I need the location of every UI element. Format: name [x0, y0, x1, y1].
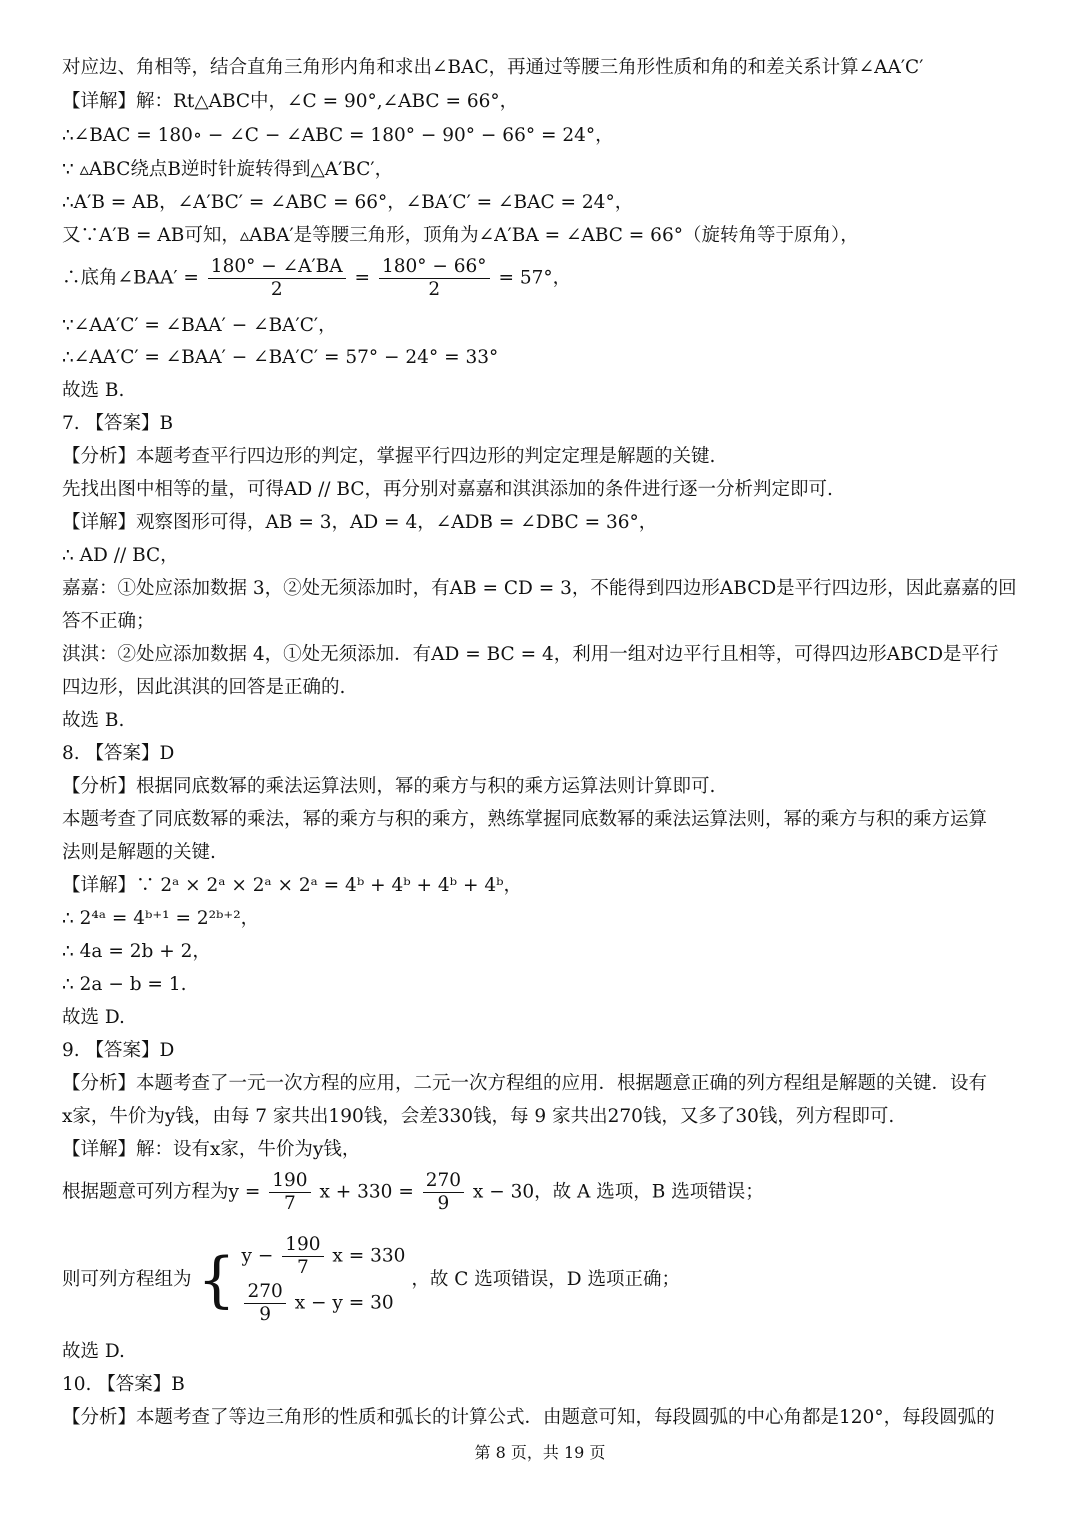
text-line: 【详解】解：Rt△ABC中，∠C = 90°,∠ABC = 66°， — [62, 91, 519, 112]
text-line: 又∵A′B = AB可知，▵ABA′是等腰三角形，顶角为∠A′BA = ∠ABC = 66°（旋转角等于原角）， — [62, 225, 859, 246]
text-segment: ，故 C 选项错误，D 选项正确； — [411, 1269, 680, 1290]
text-line: 故选 B. — [62, 710, 125, 731]
page-footer: 第 8 页，共 19 页 — [474, 1443, 606, 1462]
text-line: ∵ ▵ABC绕点B逆时针旋转得到△A′BC′， — [62, 159, 394, 180]
fraction-numerator: 270 — [247, 1281, 283, 1302]
fraction-denominator: 7 — [282, 1256, 323, 1279]
text-line: ∴∠AA′C′ = ∠BAA′ − ∠BA′C′ = 57° − 24° = 33° — [62, 347, 499, 368]
equation-system — [241, 1232, 405, 1328]
text-line: 故选 B. — [62, 380, 125, 401]
text-line: 对应边、角相等，结合直角三角形内角和求出∠BAC，再通过等腰三角形性质和角的和差关系计算∠AA′C′ — [62, 57, 924, 78]
text-line: 法则是解题的关键. — [62, 842, 216, 863]
text-line: 【详解】观察图形可得，AB = 3，AD = 4，∠ADB = ∠DBC = 36°， — [62, 512, 658, 533]
text-line: ∴∠BAC = 180∘ − ∠C − ∠ABC = 180° − 90° − 66° = 24°， — [62, 125, 614, 146]
text-segment: 根据题意可列方程为y = — [62, 1181, 261, 1203]
answer-heading: 7. 【答案】B — [62, 413, 174, 434]
text-line: 【分析】本题考查了一元一次方程的应用，二元一次方程组的应用．根据题意正确的列方程组是解题的关键．设有 — [62, 1073, 988, 1094]
text-line: 淇淇：②处应添加数据 4，①处无须添加．有AD = BC = 4，利用一组对边平行且相等，可得四边形ABCD是平行 — [62, 644, 999, 665]
fraction — [423, 1170, 464, 1215]
fraction-denominator: 2 — [379, 278, 490, 301]
text-line: 【分析】本题考查了等边三角形的性质和弧长的计算公式．由题意可知，每段圆弧的中心角都是120°，每段圆弧的 — [62, 1407, 995, 1428]
fraction-numerator: 180° − 66° — [381, 256, 487, 277]
fraction — [379, 256, 490, 301]
fraction-denominator: 9 — [423, 1192, 464, 1215]
text-line: 故选 D. — [62, 1341, 125, 1362]
brace-symbol: { — [197, 1245, 236, 1315]
text-line: 故选 D. — [62, 1007, 125, 1028]
text-line: 嘉嘉：①处应添加数据 3，②处无须添加时，有AB = CD = 3，不能得到四边形ABCD是平行四边形，因此嘉嘉的回 — [62, 578, 1017, 599]
text-line: ∴ 2⁴ᵃ = 4ᵇ⁺¹ = 2²ᵇ⁺²， — [62, 908, 260, 929]
text-segment: x + 330 = — [319, 1181, 414, 1203]
answer-heading: 9. 【答案】D — [62, 1040, 175, 1061]
fraction-line — [62, 1170, 1032, 1215]
equation-system-line — [62, 1232, 1032, 1328]
text-line: 本题考查了同底数幂的乘法，幂的乘方与积的乘方，熟练掌握同底数幂的乘法运算法则，幂的乘方与积的乘方运算 — [62, 809, 988, 830]
text-line: 四边形，因此淇淇的回答是正确的. — [62, 677, 346, 698]
fraction — [244, 1281, 285, 1326]
text-line: 【详解】解：设有x家，牛价为y钱， — [62, 1139, 361, 1160]
fraction-denominator: 7 — [269, 1192, 310, 1215]
fraction-line — [62, 256, 1032, 301]
text-line: ∵∠AA′C′ = ∠BAA′ − ∠BA′C′， — [62, 315, 337, 336]
text-segment: x = 330 — [332, 1245, 406, 1267]
text-segment: y − — [241, 1245, 274, 1267]
equation-row — [241, 1281, 405, 1326]
fraction-denominator: 2 — [208, 278, 346, 301]
fraction-numerator: 190 — [285, 1234, 321, 1255]
text-segment: x − 30，故 A 选项，B 选项错误； — [472, 1181, 764, 1203]
text-line: x家，牛价为y钱，由每 7 家共出190钱，会差330钱，每 9 家共出270钱，又多了30钱，列方程即可. — [62, 1106, 895, 1127]
text-line: 【分析】根据同底数幂的乘法运算法则，幂的乘方与积的乘方运算法则计算即可. — [62, 776, 716, 797]
text-line: 【详解】∵ 2ᵃ × 2ᵃ × 2ᵃ × 2ᵃ = 4ᵇ + 4ᵇ + 4ᵇ + 4ᵇ， — [62, 875, 523, 896]
text-segment: x − y = 30 — [294, 1292, 394, 1314]
text-line: ∴ 4a = 2b + 2， — [62, 941, 211, 962]
text-line: 先找出图中相等的量，可得AD // BC，再分别对嘉嘉和淇淇添加的条件进行逐一分析判定即可. — [62, 479, 833, 500]
fraction-numerator: 180° − ∠A′BA — [210, 256, 343, 277]
fraction — [282, 1234, 323, 1279]
answer-heading: 10. 【答案】B — [62, 1374, 185, 1395]
text-line: ∴A′B = AB，∠A′BC′ = ∠ABC = 66°，∠BA′C′ = ∠BAC = 24°， — [62, 192, 634, 213]
text-segment: 则可列方程组为 — [62, 1269, 192, 1290]
text-segment: = — [354, 267, 371, 289]
text-line: 【分析】本题考查平行四边形的判定，掌握平行四边形的判定定理是解题的关键. — [62, 446, 716, 467]
text-segment: ∴底角∠BAA′ = — [62, 267, 199, 289]
fraction-numerator: 190 — [272, 1170, 308, 1191]
text-line: ∴ 2a − b = 1. — [62, 974, 187, 995]
fraction-denominator: 9 — [244, 1303, 285, 1326]
text-line: ∴ AD // BC， — [62, 545, 179, 566]
fraction — [208, 256, 346, 301]
fraction — [269, 1170, 310, 1215]
answer-heading: 8. 【答案】D — [62, 743, 175, 764]
text-line: 答不正确； — [62, 611, 155, 632]
fraction-numerator: 270 — [425, 1170, 462, 1191]
equation-row — [241, 1234, 405, 1279]
text-segment: = 57°， — [498, 267, 572, 289]
